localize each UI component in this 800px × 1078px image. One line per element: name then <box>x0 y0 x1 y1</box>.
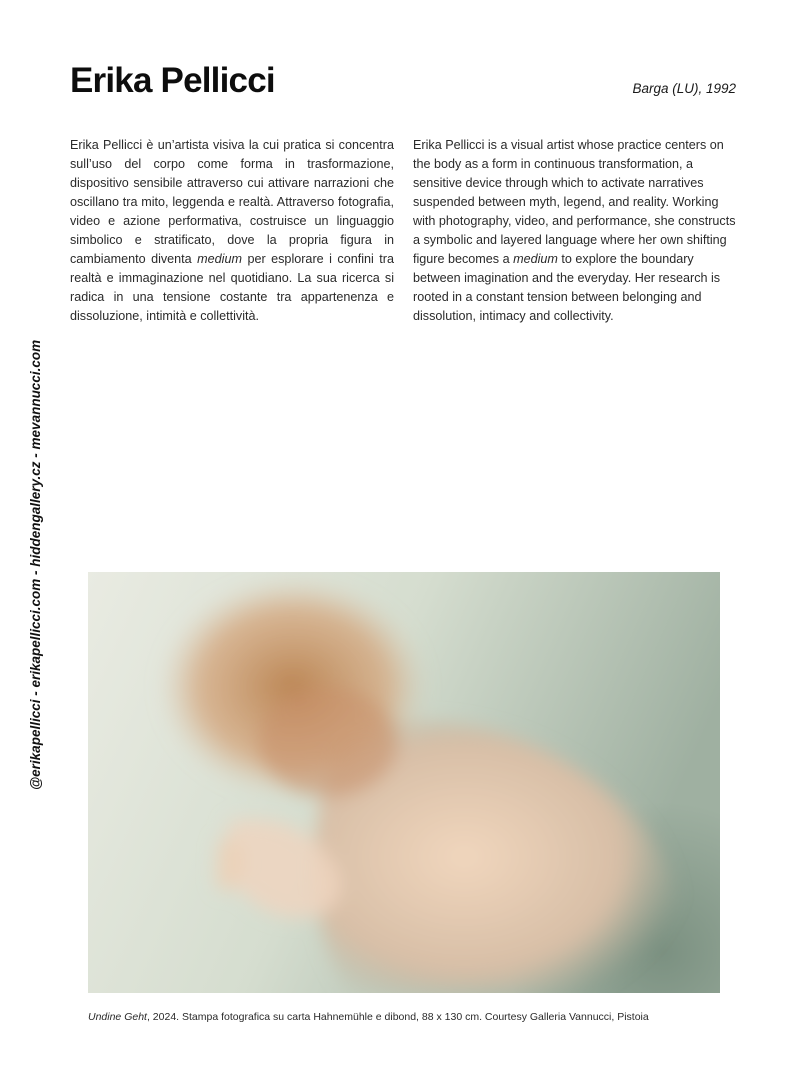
bio-italian <box>70 136 394 326</box>
artwork-title: Undine Geht <box>88 1011 147 1023</box>
bio-italian-text-1: Erika Pellicci è un’artista visiva la cui pratica si concentra sull’uso del corpo come forma in trasformazione, dispositivo sensibile attraverso cui attivare narrazioni che oscillano tra mito, leggenda e realtà. Attraverso fotografia, video e azione performativa, costruisce un linguaggio simbolico e stratificato, dove la propria figura in cambiamento diventa <box>70 138 394 266</box>
artwork-caption <box>88 1011 728 1023</box>
sidebar-links: @erikapellicci - erikapellicci.com - hiddengallery.cz - mevannucci.com <box>28 339 43 790</box>
artwork-details: , 2024. Stampa fotografica su carta Hahnemühle e dibond, 88 x 130 cm. Courtesy Galleria Vannucci, Pistoia <box>146 1011 649 1023</box>
bio-english <box>413 136 739 326</box>
bio-italian-text-2: per esplorare i confini tra realtà e immaginazione nel quotidiano. La sua ricerca si radica in una tensione costante tra appartenenza e dissoluzione, intimità e collettività. <box>70 252 394 323</box>
artwork-photo <box>88 572 720 993</box>
bio-english-text-1: Erika Pellicci is a visual artist whose practice centers on the body as a form in continuous transformation, a sensitive device through which to activate narratives suspended between myth, legend, and reality. Working with photography, video, and performance, she constructs a symbolic and layered language where her own shifting figure becomes a <box>413 138 736 266</box>
artist-name: Erika Pellicci <box>70 61 275 100</box>
bio-english-emphasis: medium <box>513 252 558 266</box>
bio-italian-emphasis: medium <box>197 252 242 266</box>
artist-origin: Barga (LU), 1992 <box>632 81 736 96</box>
artwork-image <box>88 572 720 993</box>
bio-english-text-2: to explore the boundary between imagination and the everyday. Her research is rooted in a constant tension between belonging and dissolution, intimacy and collectivity. <box>413 252 721 323</box>
